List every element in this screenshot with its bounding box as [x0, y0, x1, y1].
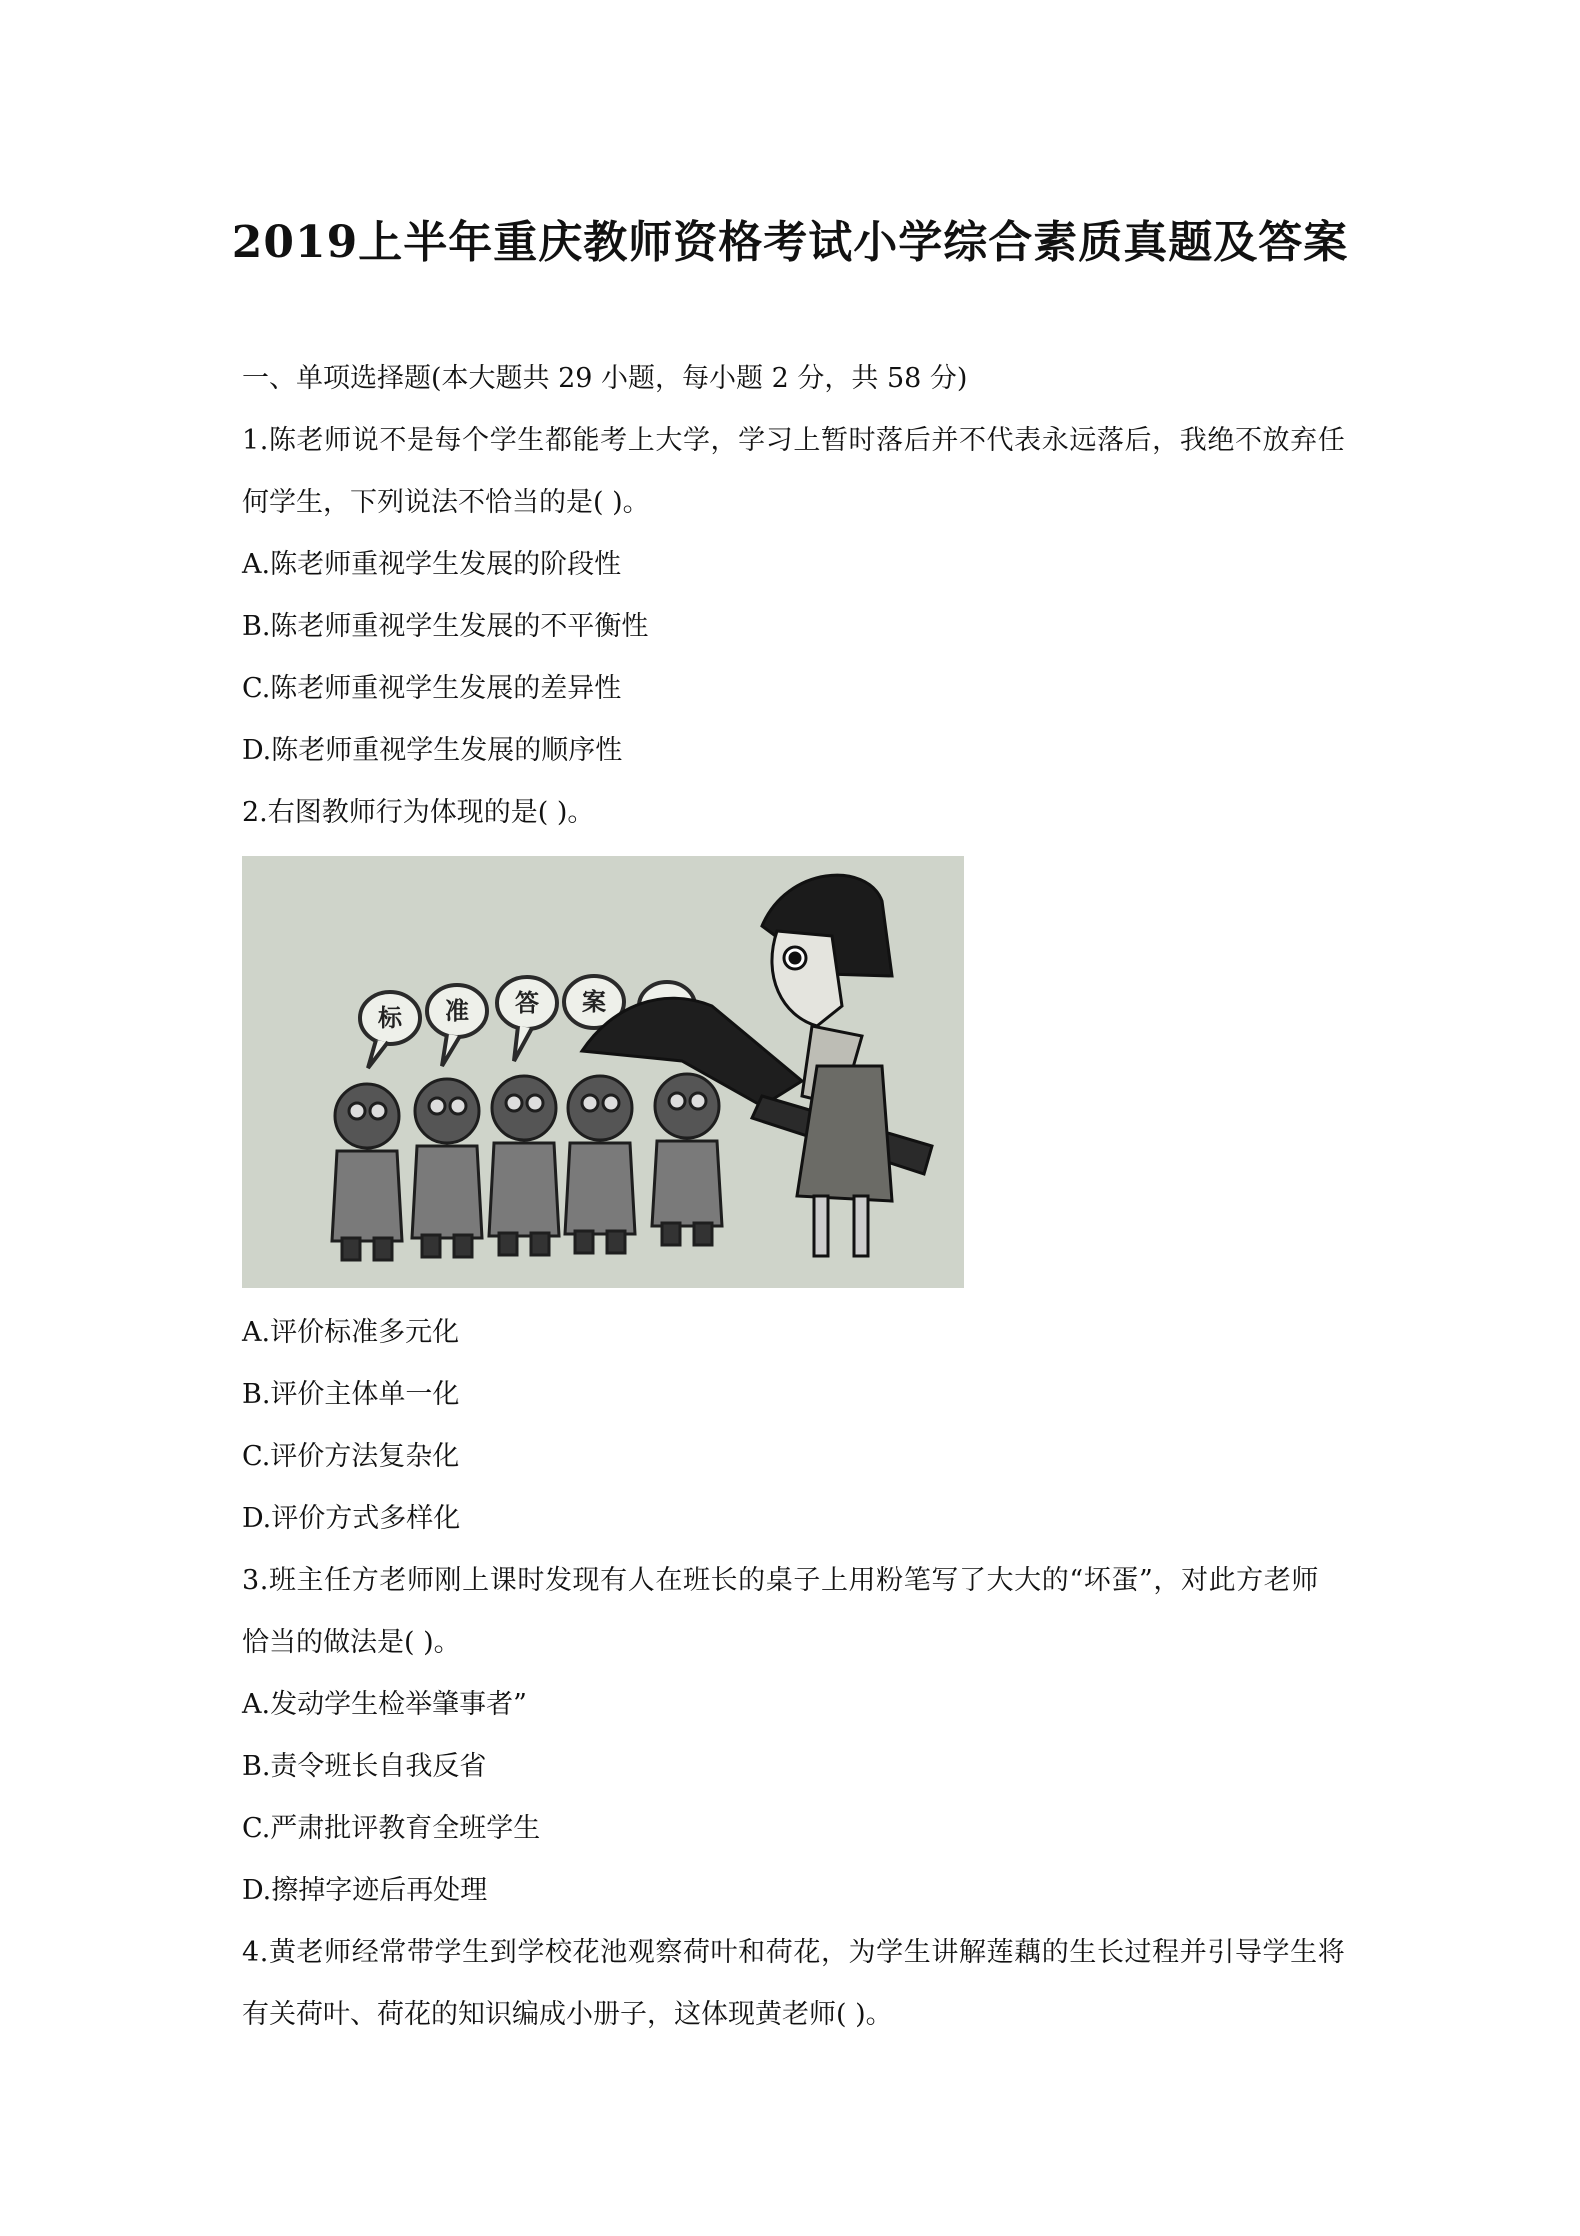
- option-b: B.责令班长自我反省: [242, 1751, 487, 1782]
- cartoon-illustration: [242, 856, 964, 1288]
- student-figure: [332, 1084, 402, 1260]
- option-c: C.严肃批评教育全班学生: [242, 1813, 541, 1844]
- teacher-students-cartoon: [242, 856, 964, 1288]
- student-figure: [565, 1076, 635, 1253]
- document-body: [242, 348, 1352, 2046]
- option-d: D.擦掉字迹后再处理: [242, 1875, 488, 1906]
- question-stem-line: 何学生，下列说法不恰当的是( )。: [242, 487, 650, 518]
- students: [332, 1074, 722, 1260]
- student-figure: [652, 1074, 722, 1245]
- section-heading: 一、单项选择题(本大题共 29 小题，每小题 2 分，共 58 分): [242, 363, 968, 394]
- document-title: 2019上半年重庆教师资格考试小学综合素质真题及答案: [231, 217, 1349, 268]
- question-stem-line: 4.黄老师经常带学生到学校花池观察荷叶和荷花，为学生讲解莲藕的生长过程并引导学生将: [242, 1937, 1346, 1968]
- student-figure: [412, 1079, 482, 1257]
- question-stem-line: 1.陈老师说不是每个学生都能考上大学，学习上暂时落后并不代表永远落后，我绝不放弃任: [242, 425, 1346, 456]
- question-stem-line: 3.班主任方老师刚上课时发现有人在班长的桌子上用粉笔写了大大的“坏蛋”，对此方老师: [242, 1565, 1319, 1596]
- question-stem-line: 2.右图教师行为体现的是( )。: [242, 797, 595, 828]
- question-stem-line: 恰当的做法是( )。: [242, 1627, 461, 1658]
- option-a: A.发动学生检举肇事者”: [242, 1689, 527, 1720]
- bubble-label: 标: [378, 1004, 402, 1032]
- option-b: B.评价主体单一化: [242, 1379, 460, 1410]
- option-d: D.陈老师重视学生发展的顺序性: [242, 735, 623, 766]
- question-4: [242, 1922, 1352, 2046]
- option-c: C.陈老师重视学生发展的差异性: [242, 673, 622, 704]
- option-a: A.评价标准多元化: [242, 1317, 460, 1348]
- question-3: [242, 1550, 1352, 1922]
- bubble-label: 案: [582, 988, 606, 1016]
- bubble-label: 答: [515, 989, 539, 1017]
- option-a: A.陈老师重视学生发展的阶段性: [242, 549, 622, 580]
- option-c: C.评价方法复杂化: [242, 1441, 460, 1472]
- student-figure: [489, 1076, 559, 1255]
- option-b: B.陈老师重视学生发展的不平衡性: [242, 611, 649, 642]
- option-d: D.评价方式多样化: [242, 1503, 461, 1534]
- question-stem-line: 有关荷叶、荷花的知识编成小册子，这体现黄老师( )。: [242, 1999, 893, 2030]
- question-1: [242, 410, 1352, 782]
- bubble-label: 准: [445, 997, 469, 1025]
- question-2: [242, 782, 1352, 1550]
